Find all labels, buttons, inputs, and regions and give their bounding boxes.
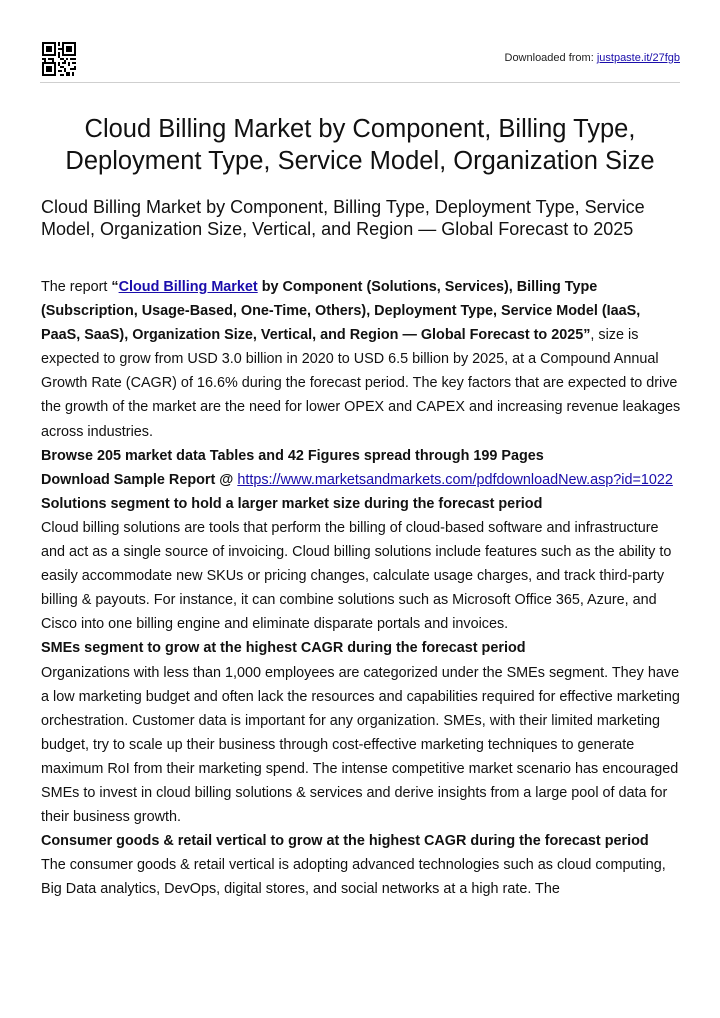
report-link[interactable]: Cloud Billing Market bbox=[118, 279, 258, 295]
section-text-consumer-goods: The consumer goods & retail vertical is adopting advanced technologies such as cloud computing, Big Data analytics, DevOps, digital stores, and social networks at a high rate. The bbox=[41, 857, 666, 898]
page-title: Cloud Billing Market by Component, Billing Type, Deployment Type, Service Model, Organization Size bbox=[65, 115, 655, 175]
intro-paragraph bbox=[41, 275, 682, 444]
section-heading-smes: SMEs segment to grow at the highest CAGR during the forecast period bbox=[41, 640, 526, 657]
intro-open-quote: “ bbox=[111, 279, 119, 295]
header-divider bbox=[40, 82, 680, 83]
download-label: Download Sample Report @ bbox=[41, 471, 238, 488]
section-text-smes: Organizations with less than 1,000 employees are categorized under the SMEs segment. They have a low marketing budget and often lack the resources and capabilities required for effective marketing orchestration. Customer data is important for any organization. SMEs, with their limited marketing budget, try to scale up their business through cost-effective marketing techniques to generate maximum RoI from their marketing spend. The intense competitive market scenario has encouraged SMEs to invest in cloud billing solutions & services and derive insights from a large pool of data for their business growth. bbox=[41, 664, 680, 826]
qr-code-icon bbox=[42, 42, 76, 76]
report-full-title: by Component (Solutions, Services), Billing Type (Subscription, Usage-Based, One-Time, Others), Deployment Type, Service Model (IaaS, PaaS, SaaS), Organization Size, Vertical, and Region — Global Forecast to 2025” bbox=[41, 279, 641, 344]
section-heading-consumer-goods: Consumer goods & retail vertical to grow at the highest CAGR during the forecast period bbox=[41, 833, 649, 850]
download-line bbox=[41, 468, 682, 492]
browse-line: Browse 205 market data Tables and 42 Figures spread through 199 Pages bbox=[41, 447, 544, 464]
download-source-link[interactable]: justpaste.it/27fgb bbox=[596, 52, 680, 64]
intro-text: , size is expected to grow from USD 3.0 billion in 2020 to USD 6.5 billion by 2025, at a Compound Annual Growth Rate (CAGR) of 16.6% during the forecast period. The key factors that are expected to drive the growth of the market are the need for lower OPEX and CAPEX and increasing revenue leakages across industries. bbox=[41, 327, 681, 440]
article-body bbox=[41, 275, 682, 901]
section-heading-solutions: Solutions segment to hold a larger market size during the forecast period bbox=[41, 495, 543, 512]
page-subtitle: Cloud Billing Market by Component, Billing Type, Deployment Type, Service Model, Organization Size, Vertical, and Region — Global Forecast to 2025 bbox=[41, 197, 645, 239]
intro-lead: The report bbox=[41, 279, 112, 295]
download-sample-link[interactable]: https://www.marketsandmarkets.com/pdfdownloadNew.asp?id=1022 bbox=[237, 471, 673, 488]
download-source-label: Downloaded from: bbox=[504, 52, 597, 64]
download-source bbox=[505, 52, 681, 64]
section-text-solutions: Cloud billing solutions are tools that perform the billing of cloud-based software and infrastructure and act as a single source of invoicing. Cloud billing solutions include features such as the ability to easily accommodate new SKUs or pricing changes, calculate usage charges, and track third-party billing & payouts. For instance, it can combine solutions such as Microsoft Office 365, Azure, and Cisco into one billing engine and eliminate disparate portals and invoices. bbox=[41, 519, 672, 633]
